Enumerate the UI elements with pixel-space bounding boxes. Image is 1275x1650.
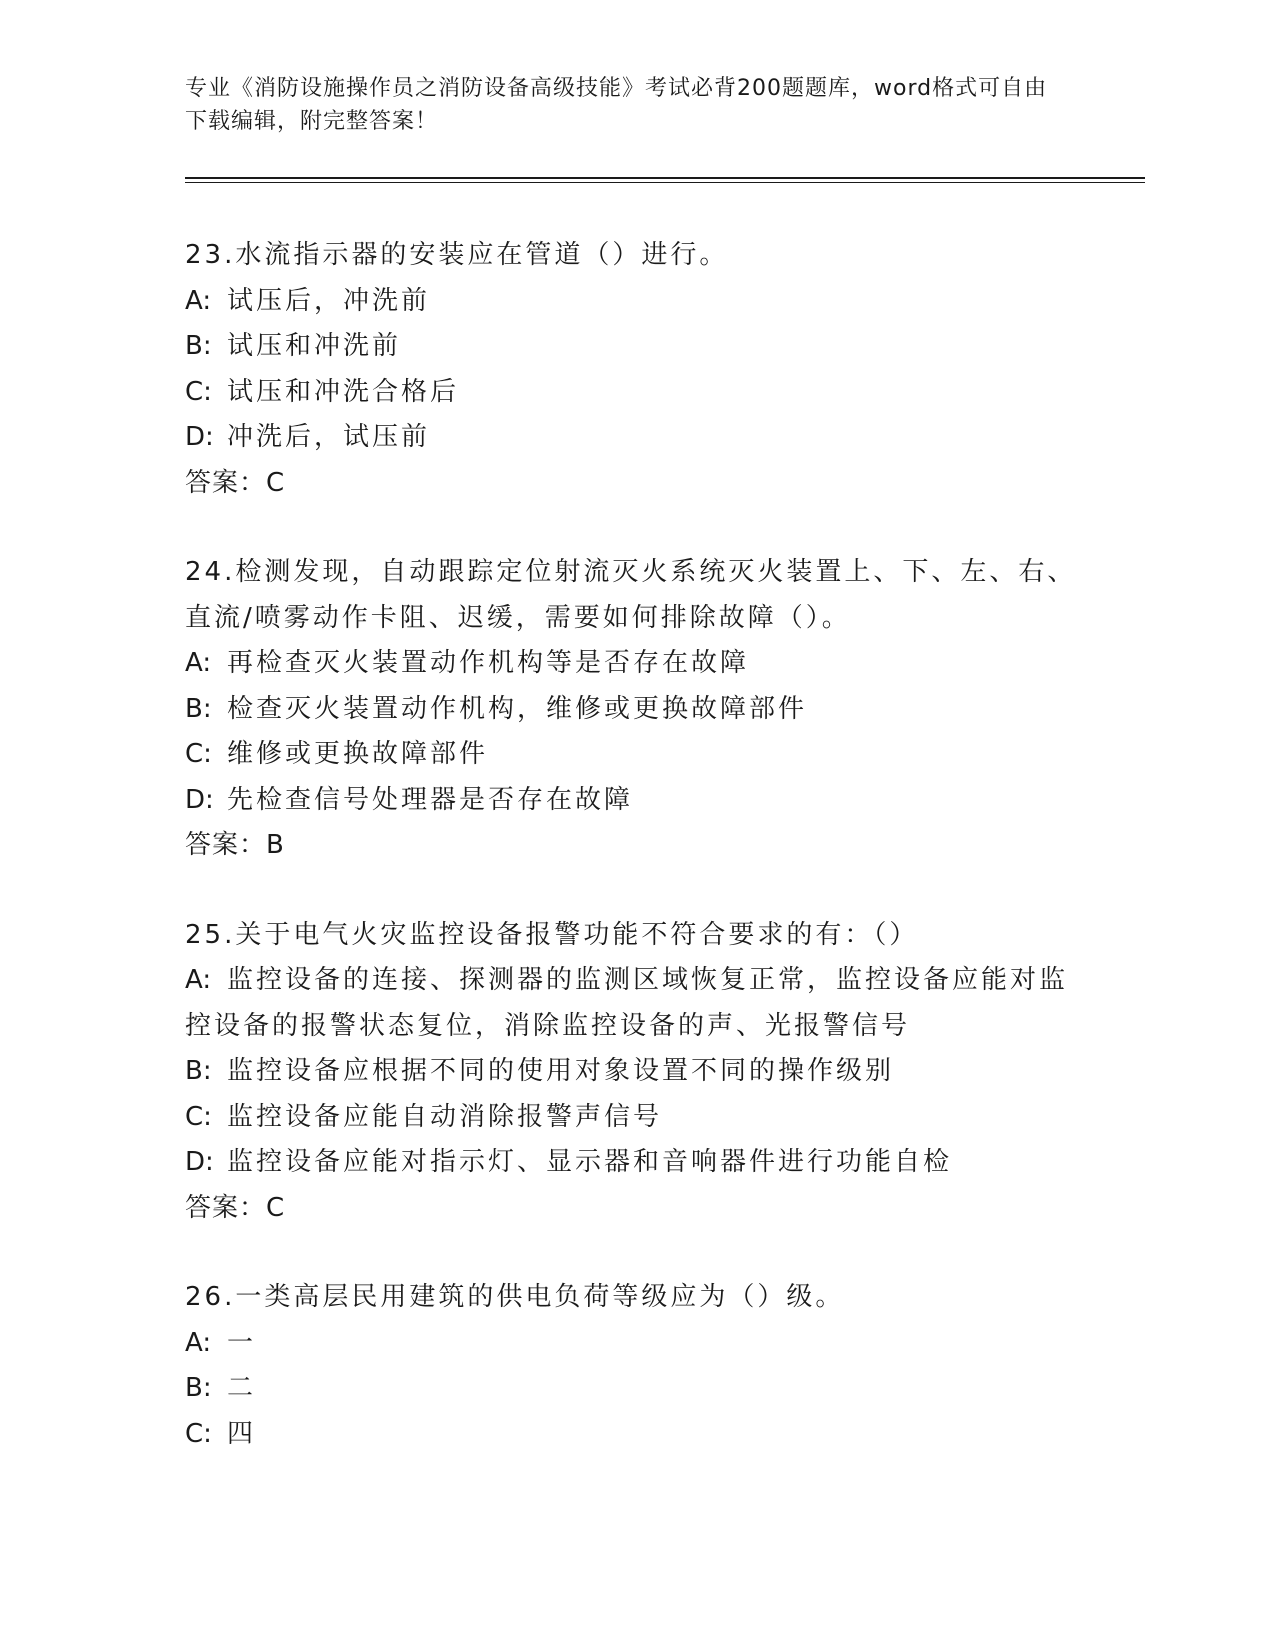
- option-b: [185, 1366, 1085, 1412]
- option-text: 监控设备应根据不同的使用对象设置不同的操作级别: [227, 1056, 895, 1086]
- option-d: [185, 415, 1085, 461]
- option-letter: B:: [185, 331, 212, 361]
- option-text: 监控设备应能对指示灯、显示器和音响器件进行功能自检: [227, 1147, 953, 1177]
- option-letter: C:: [185, 1418, 212, 1449]
- option-letter: B:: [185, 1056, 212, 1086]
- option-text: 冲洗后，试压前: [227, 422, 431, 452]
- option-b: [185, 1049, 1085, 1095]
- option-text: 试压和冲洗合格后: [227, 376, 460, 407]
- header-divider-thick: [185, 177, 1145, 179]
- question-stem: 24.检测发现，自动跟踪定位射流灭火系统灭火装置上、下、左、右、直流/喷雾动作卡阻、迟缓，需要如何排除故障（）。: [185, 557, 1077, 633]
- option-letter: D:: [185, 422, 214, 452]
- option-c: [185, 732, 1085, 778]
- option-d: [185, 1140, 1085, 1186]
- option-letter: B:: [185, 693, 212, 724]
- option-text: 试压后，冲洗前: [227, 285, 431, 316]
- option-b: [185, 324, 1085, 370]
- option-letter: C:: [185, 739, 212, 769]
- option-letter: A:: [185, 1327, 212, 1358]
- answer: 答案：C: [185, 467, 286, 498]
- option-text: 监控设备的连接、探测器的监测区域恢复正常，监控设备应能对监控设备的报警状态复位，消除监控设备的声、光报警信号: [185, 965, 1069, 1041]
- option-c: [185, 1095, 1085, 1141]
- answer: 答案：C: [185, 1192, 286, 1223]
- question-26: [185, 1275, 1085, 1457]
- option-text: 试压和冲洗前: [227, 331, 402, 361]
- option-text: 四: [227, 1418, 257, 1449]
- option-text: 先检查信号处理器是否存在故障: [227, 784, 634, 815]
- option-a: [185, 641, 1085, 687]
- option-letter: A:: [185, 648, 212, 678]
- option-text: 一: [227, 1327, 257, 1358]
- option-c: [185, 370, 1085, 416]
- option-letter: D:: [185, 784, 214, 815]
- document-header: 专业《消防设施操作员之消防设备高级技能》考试必背200题题库，word格式可自由下载编辑，附完整答案！: [185, 76, 1048, 134]
- option-letter: A:: [185, 965, 212, 995]
- option-b: [185, 687, 1085, 733]
- question-list: [185, 233, 1085, 1501]
- option-text: 检查灭火装置动作机构，维修或更换故障部件: [227, 693, 808, 724]
- option-text: 二: [227, 1373, 257, 1403]
- option-text: 维修或更换故障部件: [227, 739, 489, 769]
- question-25: [185, 913, 1085, 1232]
- question-stem: 25.关于电气火灾监控设备报警功能不符合要求的有：（）: [185, 919, 919, 950]
- question-24: [185, 550, 1085, 869]
- question-stem: 23.水流指示器的安装应在管道（）进行。: [185, 240, 729, 270]
- header-divider-thin: [185, 182, 1145, 183]
- option-letter: A:: [185, 285, 212, 316]
- question-stem: 26.一类高层民用建筑的供电负荷等级应为（）级。: [185, 1282, 845, 1312]
- option-a: [185, 1321, 1085, 1367]
- option-a: [185, 279, 1085, 325]
- option-letter: B:: [185, 1373, 212, 1403]
- option-letter: C:: [185, 376, 212, 407]
- option-d: [185, 778, 1085, 824]
- option-letter: C:: [185, 1101, 212, 1132]
- answer: 答案：B: [185, 830, 285, 860]
- option-letter: D:: [185, 1147, 214, 1177]
- option-text: 监控设备应能自动消除报警声信号: [227, 1101, 663, 1132]
- option-c: [185, 1412, 1085, 1458]
- option-text: 再检查灭火装置动作机构等是否存在故障: [227, 648, 750, 678]
- question-23: [185, 233, 1085, 506]
- option-a: [185, 958, 1085, 1049]
